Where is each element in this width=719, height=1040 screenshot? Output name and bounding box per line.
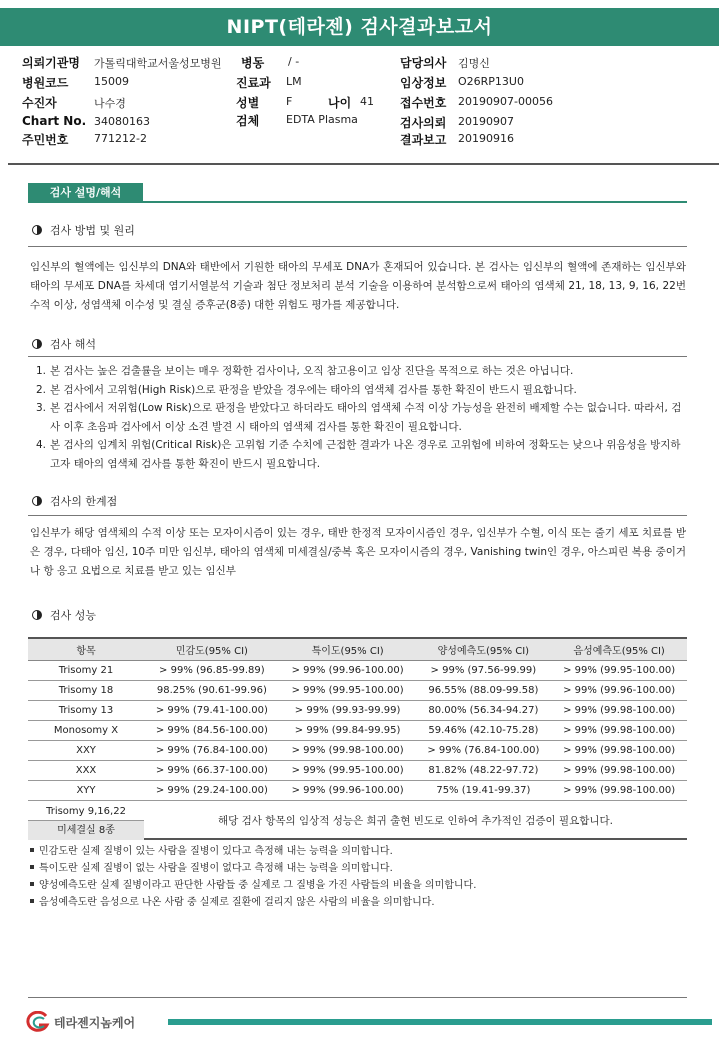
list-item xyxy=(36,362,686,381)
item-number: 1. xyxy=(36,365,47,377)
note-text: 양성예측도란 실제 질병이라고 판단한 사람들 중 실제로 그 질병을 가진 사람들의 비율을 의미합니다. xyxy=(39,880,477,891)
table-cell: > 99% (29.24-100.00) xyxy=(144,780,280,800)
section-tab: 검사 설명/해석 xyxy=(28,183,143,203)
performance-heading xyxy=(32,607,96,623)
limits-text: 임신부가 해당 염색체의 수적 이상 또는 모자이시즘이 있는 경우, 태반 한정적 모자이시즘인 경우, 임신부가 수혈, 이식 또는 줄기 세포 치료를 받은 경우, 다태아 임신, 10주 미만 임신부, 태아의 염색체 미세결실/중복 혹은 모자이시즘의 경우, Vanishing twin인 경우, 아스피린 복용 중이거나 항 응고 요법으로 치료를 받고 있는 임신부 xyxy=(30,527,686,577)
bullet-icon xyxy=(30,865,34,869)
table-cell: 59.46% (42.10-75.28) xyxy=(416,720,552,740)
table-row xyxy=(28,740,687,760)
limits-heading xyxy=(32,493,117,509)
item-text: 본 검사의 임계치 위험(Critical Risk)은 고위험 기준 수치에 근접한 결과가 나온 경우로 고위험에 비하여 정확도는 낮으나 위음성을 방지하고자 태아의 염색체 검사를 통한 확진이 반드시 필요합니다. xyxy=(50,439,681,470)
table-cell: > 99% (99.98-100.00) xyxy=(551,740,687,760)
table-cell: Trisomy 13 xyxy=(28,700,144,720)
chart-value: 34080163 xyxy=(94,115,150,128)
interpret-heading xyxy=(32,336,96,352)
dept-value: LM xyxy=(286,75,302,88)
item-number: 4. xyxy=(36,439,47,451)
list-item xyxy=(36,381,686,400)
item-text: 본 검사에서 저위험(Low Risk)으로 판정을 받았다고 하더라도 태아의 염색체 수적 이상 가능성을 완전히 배제할 수는 없습니다. 따라서, 검사 이후 초음파 검사에서 이상 소견 발견 시 태아의 염색체 검사를 통한 확진이 필요합니다. xyxy=(50,402,682,433)
table-cell: > 99% (99.98-100.00) xyxy=(551,760,687,780)
table-cell: > 99% (97.56-99.99) xyxy=(416,660,552,680)
clinical-value: O26RP13U0 xyxy=(458,75,524,88)
dept-label: 진료과 xyxy=(236,76,271,90)
performance-table xyxy=(28,637,687,801)
hospcode-label: 병원코드 xyxy=(22,76,69,90)
item-number: 3. xyxy=(36,402,47,414)
extra-label-bottom: 미세결실 8종 xyxy=(28,821,144,840)
table-row xyxy=(28,780,687,800)
half-circle-icon xyxy=(32,225,42,235)
table-cell: 80.00% (56.34-94.27) xyxy=(416,700,552,720)
patient-info xyxy=(22,50,712,162)
table-cell: > 99% (99.98-100.00) xyxy=(551,700,687,720)
table-cell: > 99% (99.98-100.00) xyxy=(551,720,687,740)
note-item xyxy=(30,877,476,894)
section-divider xyxy=(28,201,687,203)
specimen-value: EDTA Plasma xyxy=(286,113,358,126)
method-heading-text: 검사 방법 및 원리 xyxy=(50,224,135,237)
table-cell: > 99% (66.37-100.00) xyxy=(144,760,280,780)
table-cell: > 99% (99.98-100.00) xyxy=(551,780,687,800)
request-label: 검사의뢰 xyxy=(400,116,447,130)
footer-accent-bar xyxy=(168,1019,712,1025)
method-heading xyxy=(32,222,135,238)
age-label: 나이 xyxy=(328,96,352,110)
item-text: 본 검사에서 고위험(High Risk)으로 판정을 받았을 경우에는 태아의 염색체 검사를 통한 확진이 반드시 필요합니다. xyxy=(50,383,577,396)
definition-notes xyxy=(30,843,476,911)
interpret-list xyxy=(36,362,686,473)
limits-heading-text: 검사의 한계점 xyxy=(50,495,118,508)
column-header: 음성예측도(95% CI) xyxy=(551,638,687,660)
table-cell: > 99% (99.98-100.00) xyxy=(280,740,416,760)
table-cell: Trisomy 18 xyxy=(28,680,144,700)
table-cell: > 99% (79.41-100.00) xyxy=(144,700,280,720)
table-cell: 81.82% (48.22-97.72) xyxy=(416,760,552,780)
request-value: 20190907 xyxy=(458,115,514,128)
footer-divider xyxy=(28,997,687,998)
note-item xyxy=(30,843,476,860)
org-label: 의뢰기관명 xyxy=(22,56,80,70)
divider xyxy=(28,356,687,357)
table-row xyxy=(28,760,687,780)
ward-label: 병동 xyxy=(241,56,265,70)
list-item xyxy=(36,399,686,436)
table-cell: Monosomy X xyxy=(28,720,144,740)
extra-label-top: Trisomy 9,16,22 xyxy=(28,802,144,821)
table-cell: > 99% (99.96-100.00) xyxy=(280,660,416,680)
method-text: 임신부의 혈액에는 임신부의 DNA와 태반에서 기원한 태아의 무세포 DNA가 혼재되어 있습니다. 본 검사는 임신부의 혈액에 존재하는 임신부와 태아의 무세포 DNA를 차세대 염기서열분석 기술과 첨단 정보처리 분석 기술을 이용하여 분석함으로써 태아의 염색체 21, 18, 13, 9, 16, 22번 수적 이상, 성염색체 이수성 및 결실 증후군(8종) 대한 위험도 평가를 제공합니다. xyxy=(30,261,686,311)
clinical-label: 임상정보 xyxy=(400,76,447,90)
item-number: 2. xyxy=(36,383,47,396)
item-text: 본 검사는 높은 검출률을 보이는 매우 정확한 검사이나, 오직 참고용이고 임상 진단을 목적으로 하는 것은 아닙니다. xyxy=(50,365,574,377)
logo-text: 테라젠지놈케어 xyxy=(54,1015,136,1030)
patient-label: 수진자 xyxy=(22,96,57,110)
table-cell: > 99% (99.95-100.00) xyxy=(551,660,687,680)
sex-value: F xyxy=(286,95,293,108)
table-cell: > 99% (76.84-100.00) xyxy=(416,740,552,760)
column-header: 민감도(95% CI) xyxy=(144,638,280,660)
doctor-label: 담당의사 xyxy=(400,56,447,70)
chart-label: Chart No. xyxy=(22,114,87,128)
report-value: 20190916 xyxy=(458,132,514,145)
table-cell: XXY xyxy=(28,740,144,760)
table-cell: XXX xyxy=(28,760,144,780)
sex-label: 성별 xyxy=(236,96,260,110)
note-text: 음성예측도란 음성으로 나온 사람 중 실제로 질환에 걸리지 않은 사람의 비율을 의미합니다. xyxy=(39,897,435,908)
receipt-label: 접수번호 xyxy=(400,96,447,110)
table-cell: > 99% (84.56-100.00) xyxy=(144,720,280,740)
ward-value: / - xyxy=(288,55,300,68)
note-text: 민감도란 실제 질병이 있는 사람을 질병이 있다고 측정해 내는 능력을 의미합니다. xyxy=(39,846,393,857)
table-cell: > 99% (99.95-100.00) xyxy=(280,760,416,780)
column-header: 특이도(95% CI) xyxy=(280,638,416,660)
half-circle-icon xyxy=(32,339,42,349)
report-label: 결과보고 xyxy=(400,133,447,147)
table-row xyxy=(28,680,687,700)
table-header-row xyxy=(28,638,687,660)
half-circle-icon xyxy=(32,496,42,506)
table-row xyxy=(28,660,687,680)
extra-label xyxy=(28,802,144,840)
list-item xyxy=(36,436,686,473)
receipt-value: 20190907-00056 xyxy=(458,95,553,108)
table-cell: Trisomy 21 xyxy=(28,660,144,680)
column-header: 양성예측도(95% CI) xyxy=(416,638,552,660)
table-cell: > 99% (96.85-99.89) xyxy=(144,660,280,680)
table-cell: > 99% (99.96-100.00) xyxy=(551,680,687,700)
terragen-logo-icon xyxy=(26,1011,50,1033)
org-value: 가톨릭대학교서울성모병원 xyxy=(94,57,222,70)
rrn-label: 주민번호 xyxy=(22,133,69,147)
header-divider xyxy=(8,163,719,165)
rrn-value: 771212-2 xyxy=(94,132,147,145)
table-extra-row xyxy=(28,802,687,840)
doctor-value: 김명신 xyxy=(458,57,490,70)
bullet-icon xyxy=(30,882,34,886)
hospcode-value: 15009 xyxy=(94,75,129,88)
table-cell: 96.55% (88.09-99.58) xyxy=(416,680,552,700)
table-cell: XYY xyxy=(28,780,144,800)
age-value: 41 xyxy=(360,95,374,108)
table-cell: 75% (19.41-99.37) xyxy=(416,780,552,800)
table-row xyxy=(28,720,687,740)
table-cell: > 99% (99.96-100.00) xyxy=(280,780,416,800)
table-cell: > 99% (99.93-99.99) xyxy=(280,700,416,720)
bullet-icon xyxy=(30,848,34,852)
extra-message: 해당 검사 항목의 임상적 성능은 희귀 출현 빈도로 인하여 추가적인 검증이 필요합니다. xyxy=(217,815,614,827)
divider xyxy=(28,515,687,516)
bullet-icon xyxy=(30,899,34,903)
divider xyxy=(28,246,687,247)
note-text: 특이도란 실제 질병이 없는 사람을 질병이 없다고 측정해 내는 능력을 의미합니다. xyxy=(39,863,393,874)
report-title: NIPT(테라젠) 검사결과보고서 xyxy=(0,8,719,46)
half-circle-icon xyxy=(32,610,42,620)
table-cell: > 99% (99.84-99.95) xyxy=(280,720,416,740)
company-logo xyxy=(26,1010,135,1034)
performance-heading-text: 검사 성능 xyxy=(50,609,97,622)
specimen-label: 검체 xyxy=(236,114,260,128)
note-item xyxy=(30,860,476,877)
interpret-heading-text: 검사 해석 xyxy=(50,338,97,351)
note-item xyxy=(30,894,476,911)
table-cell: 98.25% (90.61-99.96) xyxy=(144,680,280,700)
patient-value: 나수경 xyxy=(94,97,126,110)
table-cell: > 99% (99.95-100.00) xyxy=(280,680,416,700)
table-row xyxy=(28,700,687,720)
column-header: 항목 xyxy=(28,638,144,660)
table-cell: > 99% (76.84-100.00) xyxy=(144,740,280,760)
